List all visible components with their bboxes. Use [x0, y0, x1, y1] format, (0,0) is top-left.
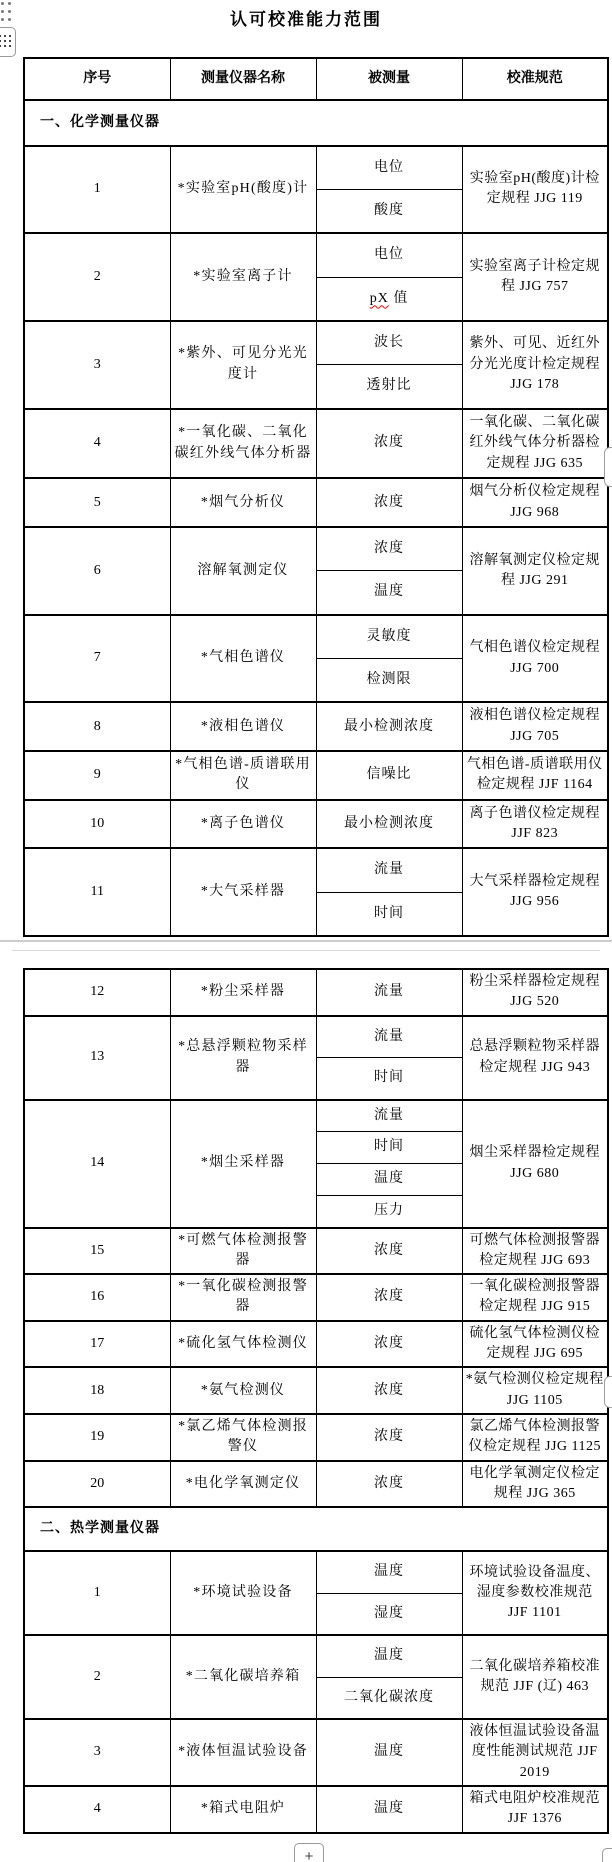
row-number-cell: 10: [24, 800, 170, 849]
row-number-cell: 15: [24, 1228, 170, 1275]
measured-quantity-cell: 最小检测浓度: [316, 702, 462, 751]
measured-quantity-cell: 时间: [316, 1058, 462, 1100]
row-number-cell: 20: [24, 1461, 170, 1508]
instrument-name-cell: *氨气检测仪: [170, 1367, 316, 1414]
measured-quantity-cell: 流量: [316, 1100, 462, 1132]
table-row: [24, 1461, 608, 1508]
corner-handle[interactable]: [602, 1848, 612, 1862]
measured-quantity-cell: 酸度: [316, 189, 462, 233]
instrument-name-cell: *一氧化碳、二氧化碳红外线气体分析器: [170, 409, 316, 479]
table-row: [24, 321, 608, 365]
section-title-cell: 二、热学测量仪器: [24, 1507, 608, 1551]
table-row: [24, 702, 608, 751]
table-row: [24, 1100, 608, 1132]
measured-quantity-cell: 温度: [316, 1164, 462, 1196]
instrument-name-cell: *氯乙烯气体检测报警仪: [170, 1414, 316, 1461]
table-row: [24, 1414, 608, 1461]
row-number-cell: 1: [24, 1551, 170, 1635]
row-number-cell: 13: [24, 1016, 170, 1100]
table-row: [24, 800, 608, 849]
row-number-cell: 6: [24, 527, 170, 615]
calibration-table: [23, 968, 609, 1834]
table-row: [24, 751, 608, 800]
instrument-name-cell: *二氧化碳培养箱: [170, 1635, 316, 1719]
measured-quantity-cell: 浓度: [316, 1321, 462, 1368]
calibration-spec-cell: 实验室pH(酸度)计检定规程 JJG 119: [462, 146, 608, 234]
measured-quantity-cell: 浓度: [316, 409, 462, 479]
table-row: [24, 1786, 608, 1833]
row-number-cell: 2: [24, 1635, 170, 1719]
calibration-table: [23, 57, 609, 937]
calibration-spec-cell: 电化学氧测定仪检定规程 JJG 365: [462, 1461, 608, 1508]
calibration-spec-cell: 烟尘采样器检定规程 JJG 680: [462, 1100, 608, 1228]
row-number-cell: 4: [24, 1786, 170, 1833]
instrument-name-cell: *总悬浮颗粒物采样器: [170, 1016, 316, 1100]
calibration-spec-cell: 离子色谱仪检定规程 JJF 823: [462, 800, 608, 849]
table-row: [24, 233, 608, 277]
instrument-name-cell: *烟气分析仪: [170, 478, 316, 527]
calibration-spec-cell: 硫化氢气体检测仪检定规程 JJG 695: [462, 1321, 608, 1368]
row-number-cell: 7: [24, 615, 170, 703]
column-header-cell: 校准规范: [462, 58, 608, 100]
instrument-name-cell: *可燃气体检测报警器: [170, 1228, 316, 1275]
measured-quantity-cell: 检测限: [316, 659, 462, 703]
table-row: [24, 848, 608, 892]
row-number-cell: 2: [24, 233, 170, 321]
calibration-spec-cell: 箱式电阻炉校准规范 JJF 1376: [462, 1786, 608, 1833]
measured-quantity-cell: 时间: [316, 1132, 462, 1164]
measured-quantity-cell: 二氧化碳浓度: [316, 1677, 462, 1719]
calibration-spec-cell: 紫外、可见、近红外分光光度计检定规程 JJG 178: [462, 321, 608, 409]
measured-quantity-cell: 时间: [316, 892, 462, 936]
measured-quantity-cell: 灵敏度: [316, 615, 462, 659]
section-row: [24, 100, 608, 146]
table-row: [24, 478, 608, 527]
measured-quantity-cell: 信噪比: [316, 751, 462, 800]
table-row: [24, 1228, 608, 1275]
scroll-handle[interactable]: [604, 1376, 612, 1408]
calibration-spec-cell: 液体恒温试验设备温度性能测试规范 JJF 2019: [462, 1719, 608, 1786]
measured-quantity-cell: 温度: [316, 1551, 462, 1593]
column-header-cell: 被测量: [316, 58, 462, 100]
instrument-name-cell: *箱式电阻炉: [170, 1786, 316, 1833]
misspelled-text: pX: [369, 290, 389, 306]
instrument-name-cell: *离子色谱仪: [170, 800, 316, 849]
row-number-cell: 17: [24, 1321, 170, 1368]
table-move-handle-button[interactable]: [0, 27, 16, 57]
instrument-name-cell: *硫化氢气体检测仪: [170, 1321, 316, 1368]
measured-quantity-cell: 温度: [316, 1635, 462, 1677]
instrument-name-cell: *粉尘采样器: [170, 969, 316, 1016]
measured-quantity-cell: 流量: [316, 969, 462, 1016]
calibration-spec-cell: 气相色谱-质谱联用仪检定规程 JJF 1164: [462, 751, 608, 800]
measured-quantity-cell: 浓度: [316, 1228, 462, 1275]
instrument-name-cell: *气相色谱仪: [170, 615, 316, 703]
calibration-spec-cell: 氯乙烯气体检测报警仪检定规程 JJG 1125: [462, 1414, 608, 1461]
table-row: [24, 146, 608, 190]
measured-quantity-cell: 浓度: [316, 527, 462, 571]
table-row: [24, 1719, 608, 1786]
measured-quantity-cell: 浓度: [316, 1461, 462, 1508]
row-number-cell: 9: [24, 751, 170, 800]
measured-quantity-cell: 流量: [316, 1016, 462, 1058]
table-row: [24, 615, 608, 659]
measured-quantity-cell: 电位: [316, 146, 462, 190]
measured-quantity-cell: 湿度: [316, 1593, 462, 1635]
instrument-name-cell: *电化学氧测定仪: [170, 1461, 316, 1508]
row-number-cell: 11: [24, 848, 170, 936]
measured-quantity-cell: 电位: [316, 233, 462, 277]
instrument-name-cell: *紫外、可见分光光度计: [170, 321, 316, 409]
measured-quantity-cell: 浓度: [316, 1274, 462, 1321]
calibration-spec-cell: 烟气分析仪检定规程 JJG 968: [462, 478, 608, 527]
instrument-name-cell: *一氧化碳检测报警器: [170, 1274, 316, 1321]
instrument-name-cell: *实验室pH(酸度)计: [170, 146, 316, 234]
calibration-spec-cell: 总悬浮颗粒物采样器检定规程 JJG 943: [462, 1016, 608, 1100]
column-header-cell: 序号: [24, 58, 170, 100]
table-row: [24, 969, 608, 1016]
measured-quantity-cell: 浓度: [316, 1414, 462, 1461]
row-number-cell: 1: [24, 146, 170, 234]
page-break-line: [12, 950, 600, 951]
calibration-spec-cell: 溶解氧测定仪检定规程 JJG 291: [462, 527, 608, 615]
table-header-row: [24, 58, 608, 100]
measured-quantity-cell: 波长: [316, 321, 462, 365]
instrument-name-cell: *液体恒温试验设备: [170, 1719, 316, 1786]
calibration-spec-cell: 大气采样器检定规程 JJG 956: [462, 848, 608, 936]
calibration-spec-cell: 粉尘采样器检定规程 JJG 520: [462, 969, 608, 1016]
section-row: [24, 1507, 608, 1551]
instrument-name-cell: 溶解氧测定仪: [170, 527, 316, 615]
table-row: [24, 1367, 608, 1414]
row-number-cell: 14: [24, 1100, 170, 1228]
row-number-cell: 3: [24, 321, 170, 409]
instrument-name-cell: *环境试验设备: [170, 1551, 316, 1635]
measured-quantity-cell: 压力: [316, 1196, 462, 1228]
row-number-cell: 4: [24, 409, 170, 479]
row-number-cell: 12: [24, 969, 170, 1016]
row-number-cell: 3: [24, 1719, 170, 1786]
column-header-cell: 测量仪器名称: [170, 58, 316, 100]
measured-quantity-cell: 透射比: [316, 365, 462, 409]
measured-quantity-cell: 温度: [316, 571, 462, 615]
measured-quantity-cell: 最小检测浓度: [316, 800, 462, 849]
table-row: [24, 1016, 608, 1058]
calibration-spec-cell: 一氧化碳、二氧化碳红外线气体分析器检定规程 JJG 635: [462, 409, 608, 479]
calibration-spec-cell: 液相色谱仪检定规程 JJG 705: [462, 702, 608, 751]
measured-quantity-cell: 浓度: [316, 1367, 462, 1414]
add-row-button[interactable]: +: [294, 1843, 324, 1862]
row-number-cell: 18: [24, 1367, 170, 1414]
instrument-name-cell: *液相色谱仪: [170, 702, 316, 751]
row-number-cell: 5: [24, 478, 170, 527]
table-row: [24, 1551, 608, 1593]
row-number-cell: 16: [24, 1274, 170, 1321]
calibration-spec-cell: 二氧化碳培养箱校准规范 JJF (辽) 463: [462, 1635, 608, 1719]
measured-quantity-cell: 温度: [316, 1719, 462, 1786]
instrument-name-cell: *气相色谱-质谱联用仪: [170, 751, 316, 800]
calibration-spec-cell: 一氧化碳检测报警器检定规程 JJG 915: [462, 1274, 608, 1321]
calibration-spec-cell: 环境试验设备温度、湿度参数校准规范 JJF 1101: [462, 1551, 608, 1635]
calibration-table-page2: [23, 968, 609, 1826]
scroll-handle[interactable]: [604, 447, 612, 487]
calibration-spec-cell: 可燃气体检测报警器检定规程 JJG 693: [462, 1228, 608, 1275]
instrument-name-cell: *实验室离子计: [170, 233, 316, 321]
calibration-spec-cell: 实验室离子计检定规程 JJG 757: [462, 233, 608, 321]
table-row: [24, 409, 608, 479]
table-row: [24, 1321, 608, 1368]
calibration-spec-cell: *氨气检测仪检定规程 JJG 1105: [462, 1367, 608, 1414]
instrument-name-cell: *烟尘采样器: [170, 1100, 316, 1228]
calibration-table-page1: [23, 57, 609, 937]
measured-quantity-cell: pX 值: [316, 277, 462, 321]
table-row: [24, 527, 608, 571]
page-title: 认可校准能力范围: [230, 10, 382, 29]
grid-dots-icon: [0, 35, 11, 50]
measured-quantity-cell: 流量: [316, 848, 462, 892]
table-row: [24, 1635, 608, 1677]
calibration-spec-cell: 气相色谱仪检定规程 JJG 700: [462, 615, 608, 703]
instrument-name-cell: *大气采样器: [170, 848, 316, 936]
table-row: [24, 1274, 608, 1321]
measured-quantity-cell: 温度: [316, 1786, 462, 1833]
measured-quantity-cell: 浓度: [316, 478, 462, 527]
row-number-cell: 19: [24, 1414, 170, 1461]
section-title-cell: 一、化学测量仪器: [24, 100, 608, 146]
row-number-cell: 8: [24, 702, 170, 751]
page-break-line: [0, 940, 612, 942]
